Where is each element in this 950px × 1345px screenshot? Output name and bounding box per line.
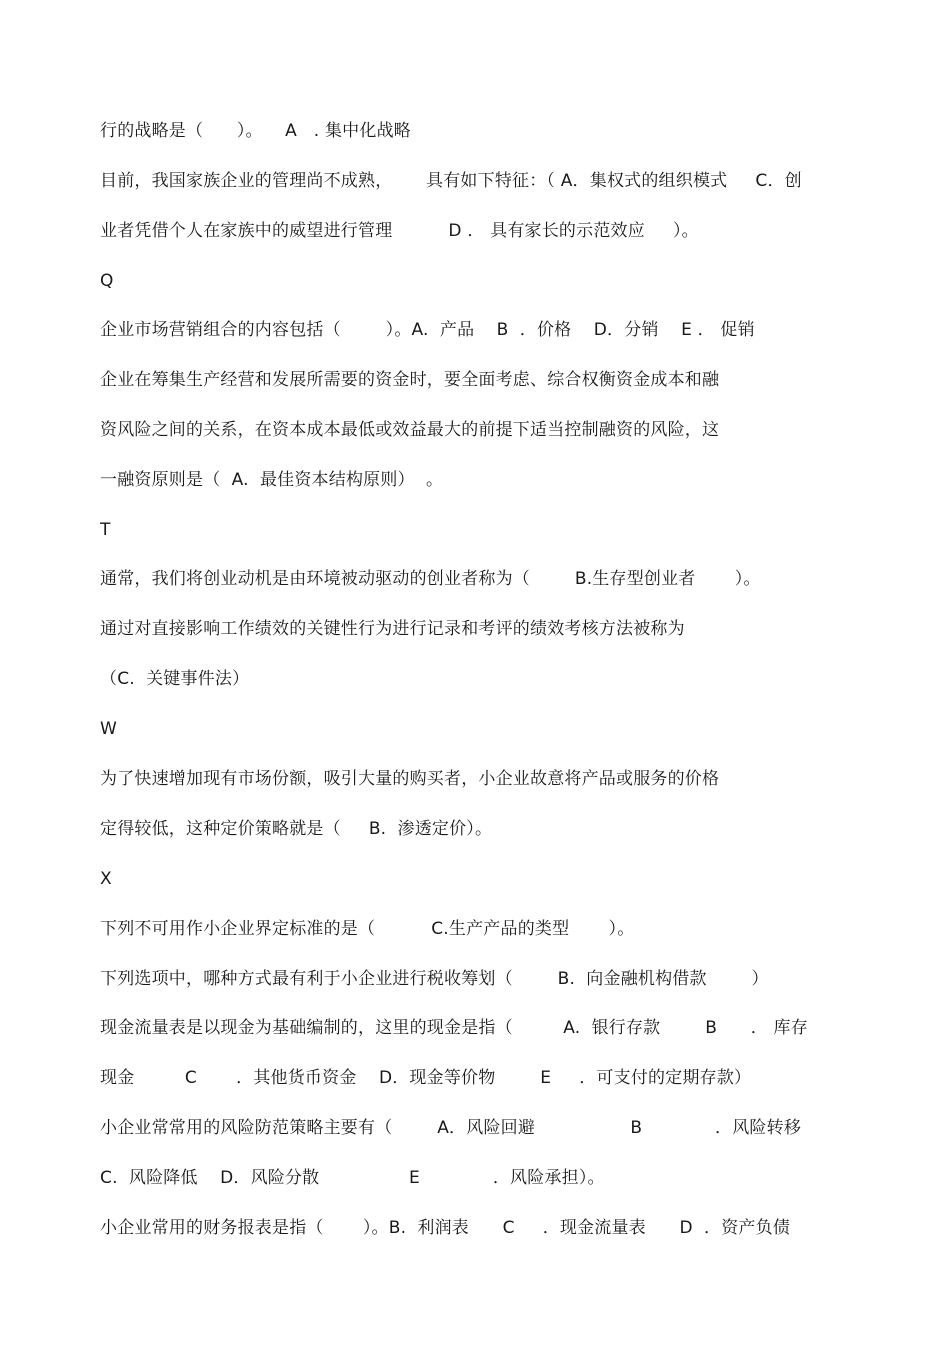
section-letter: X <box>100 869 112 889</box>
text-line: 现金 C ．其他货币资金 D．现金等价物 E ．可支付的定期存款） <box>100 1068 752 1088</box>
text-line: 小企业常常用的风险防范策略主要有（ A．风险回避 B ．风险转移 <box>100 1118 802 1138</box>
text-line: 定得较低，这种定价策略就是（ B. 渗透定价）。 <box>100 819 493 839</box>
text-line: 小企业常用的财务报表是指（ ）。B. 利润表 C ．现金流量表 D ．资产负债 <box>100 1218 791 1238</box>
text-line: 企业市场营销组合的内容包括（ ）。A. 产品 B ．价格 D．分销 E ． 促销 <box>100 320 755 340</box>
section-letter: Q <box>100 271 114 291</box>
text-line: （C. 关键事件法） <box>100 669 250 689</box>
text-line: 现金流量表是以现金为基础编制的，这里的现金是指（ A. 银行存款 B ． 库存 <box>100 1018 808 1038</box>
text-line: 行的战略是（ ）。 A . 集中化战略 <box>100 121 411 141</box>
text-line: 业者凭借个人在家族中的威望进行管理 D ． 具有家长的示范效应 ）。 <box>100 221 699 241</box>
text-line: 一融资原则是（ A. 最佳资本结构原则） 。 <box>100 470 444 490</box>
text-line: 下列不可用作小企业界定标准的是（ C.生产产品的类型 ）。 <box>100 919 635 939</box>
text-line: 通过对直接影响工作绩效的关键性行为进行记录和考评的绩效考核方法被称为 <box>100 619 685 639</box>
text-line: 通常，我们将创业动机是由环境被动驱动的创业者称为（ B.生存型创业者 ）。 <box>100 569 761 589</box>
text-line: 为了快速增加现有市场份额，吸引大量的购买者，小企业故意将产品或服务的价格 <box>100 769 720 789</box>
text-line: 企业在筹集生产经营和发展所需要的资金时，要全面考虑、综合权衡资金成本和融 <box>100 370 720 390</box>
text-line: C. 风险降低 D．风险分散 E ．风险承担）。 <box>100 1168 605 1188</box>
text-line: 目前，我国家族企业的管理尚不成熟， 具有如下特征：（ A．集权式的组织模式 C．创 <box>100 171 802 191</box>
section-letter: W <box>100 719 118 739</box>
section-letter: T <box>100 520 111 540</box>
text-line: 资风险之间的关系，在资本成本最低或效益最大的前提下适当控制融资的风险，这 <box>100 420 720 440</box>
text-line: 下列选项中，哪种方式最有利于小企业进行税收筹划（ B. 向金融机构借款 ） <box>100 969 769 989</box>
